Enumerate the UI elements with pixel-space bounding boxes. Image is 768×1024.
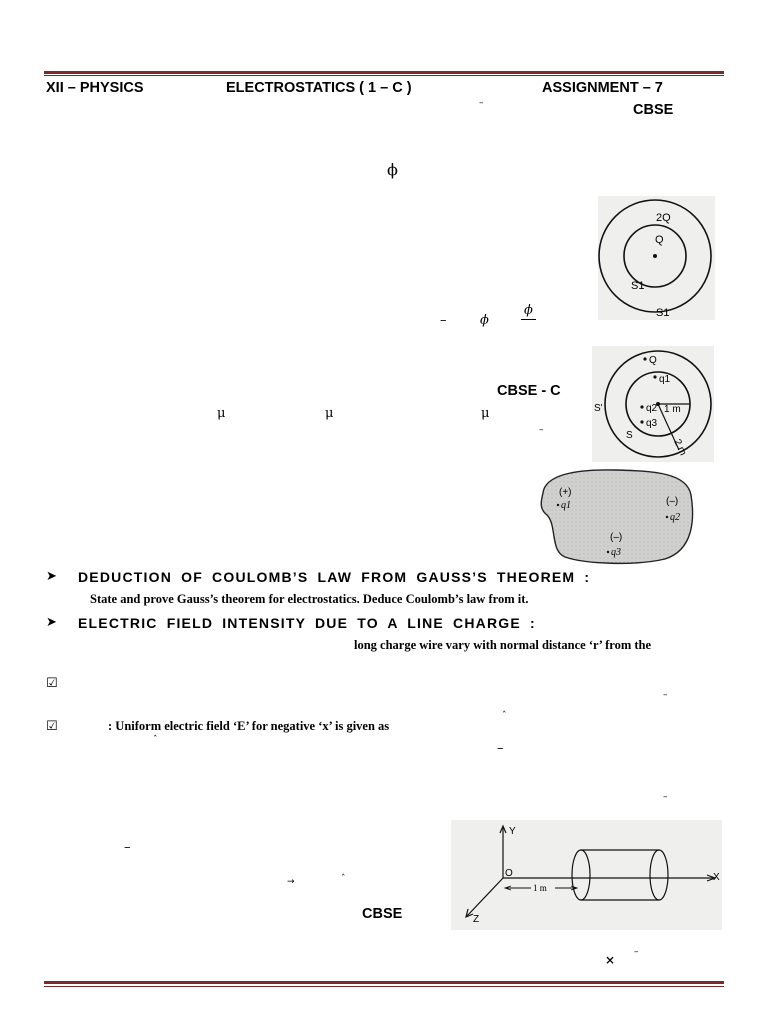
stray-dash-mark-2: – xyxy=(539,425,544,435)
fig2-label-1m: 1 m xyxy=(664,404,681,415)
phi-symbol: ϕ xyxy=(387,160,398,179)
stray-dash-mark-3: – xyxy=(663,690,668,700)
cbse-bottom-label: CBSE xyxy=(362,906,403,922)
section-title-coulomb: DEDUCTION OF COULOMB’S LAW FROM GAUSS’S THEOREM : xyxy=(78,569,591,585)
stray-dash-mark: – xyxy=(479,98,484,108)
figure-gaussian-surfaces xyxy=(592,346,714,462)
hat-mark-2: ˆ xyxy=(153,735,158,745)
arrow-bullet-2: ➤ xyxy=(46,614,57,629)
fig3-label-plus: (+) xyxy=(559,487,572,498)
fig2-label-2m: 2 m xyxy=(671,437,689,458)
times-symbol: × xyxy=(605,953,616,967)
header-subject: XII – PHYSICS xyxy=(46,80,144,96)
header-rule-thick xyxy=(44,71,724,74)
header-cbse: CBSE xyxy=(633,102,674,118)
fig1-label-s1-outer: S1 xyxy=(656,307,670,319)
fig1-label-q: Q xyxy=(655,234,664,246)
fig1-label-2q: 2Q xyxy=(656,212,671,224)
fig2-label-q3: q3 xyxy=(646,418,658,429)
mu-symbol-1: μ xyxy=(217,406,226,421)
mu-symbol-2: μ xyxy=(325,406,334,421)
fig2-label-q: Q xyxy=(649,355,657,366)
figure-cylinder-axes xyxy=(451,820,722,930)
dash-mark-4: – xyxy=(497,741,504,756)
section-title-line-charge: ELECTRIC FIELD INTENSITY DUE TO A LINE CHARGE : xyxy=(78,615,536,631)
stray-dash-mark-7: – xyxy=(634,947,639,957)
fig4-axis-z: Z xyxy=(473,914,480,925)
section-text-coulomb: State and prove Gauss’s theorem for electrostatics. Deduce Coulomb’s law from it. xyxy=(90,592,529,606)
uniform-field-text: : Uniform electric field ‘E’ for negative ‘x’ is given as xyxy=(108,719,390,733)
checkbox-icon-2: ☑ xyxy=(46,719,58,734)
fig2-label-q2: q2 xyxy=(646,403,658,414)
hat-mark-3: ˆ xyxy=(341,874,346,884)
stray-dash-mark-5: – xyxy=(663,792,668,802)
fig2-label-s: S xyxy=(626,430,633,441)
fig3-label-q1: q1 xyxy=(561,500,571,511)
small-arrow-mark: → xyxy=(287,877,295,887)
header-assignment: ASSIGNMENT – 7 xyxy=(542,80,663,96)
fig4-origin: O xyxy=(505,868,513,879)
fig2-label-s-prime: S' xyxy=(594,403,603,414)
dash-symbol: – xyxy=(440,313,447,328)
fig4-axis-x: X xyxy=(713,872,720,883)
header-chapter: ELECTROSTATICS ( 1 – C ) xyxy=(226,80,412,96)
fig3-label-q2: q2 xyxy=(670,512,680,523)
cbse-c-label: CBSE - C xyxy=(497,383,561,399)
fig4-distance: 1 m xyxy=(533,883,547,893)
hat-mark-1: ˆ xyxy=(502,711,507,721)
fig2-label-q1: q1 xyxy=(659,374,671,385)
fig3-label-q3: q3 xyxy=(611,547,621,558)
header-rule-thin xyxy=(44,75,724,76)
fig3-label-minus1: (–) xyxy=(666,496,679,507)
checkbox-icon-1: ☑ xyxy=(46,676,58,691)
fig1-label-s1-inner: S1 xyxy=(631,280,645,292)
section-text-line-charge: long charge wire vary with normal distance ‘r’ from the xyxy=(354,638,652,652)
fig4-axis-y: Y xyxy=(509,826,516,837)
phi-fraction: ϕ xyxy=(521,303,536,320)
footer-rule-thin xyxy=(44,986,724,987)
figure-concentric-spheres xyxy=(598,196,715,320)
phi-symbol-mid: ϕ xyxy=(480,313,489,328)
fig3-label-minus2: (–) xyxy=(610,532,623,543)
arrow-bullet-1: ➤ xyxy=(46,568,57,583)
figure-closed-surface xyxy=(535,465,695,565)
mu-symbol-3: μ xyxy=(481,406,490,421)
footer-rule-thick xyxy=(44,981,724,984)
dash-mark-6: – xyxy=(124,840,131,855)
